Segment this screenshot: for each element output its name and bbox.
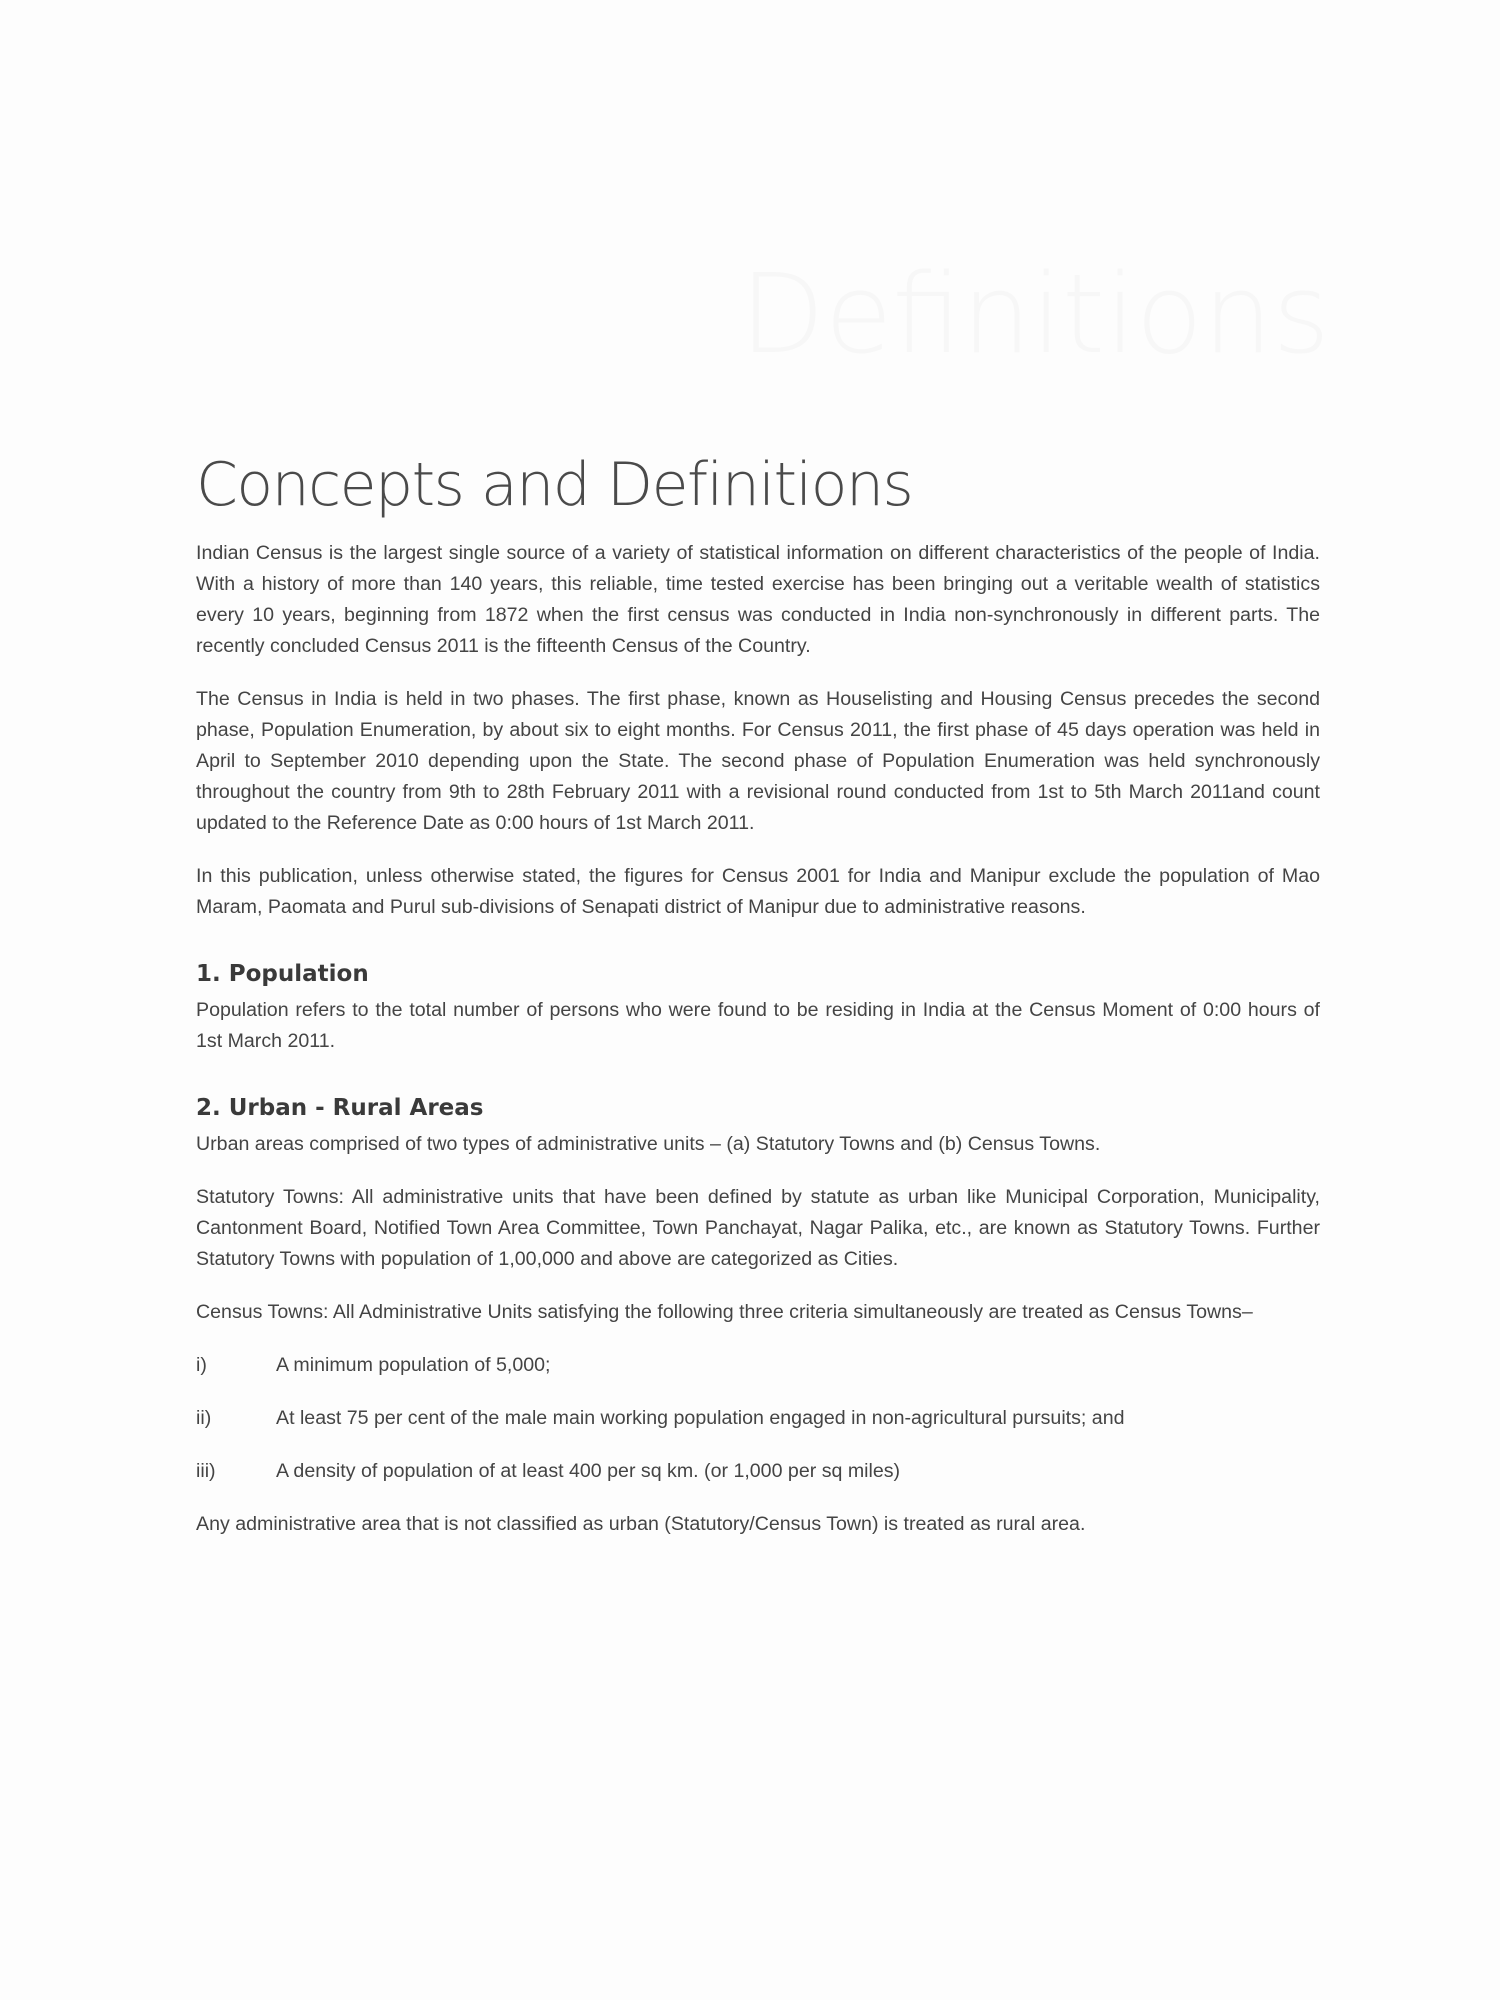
intro-paragraph-1: Indian Census is the largest single source of a variety of statistical information on different characteristics of the people of India. With a history of more than 140 years, this reliable, time tested exercise has been bringing out a veritable wealth of statistics every 10 years, beginning from 1872 when the first census was conducted in India non-synchronously in different parts. The recently concluded Census 2011 is the fifteenth Census of the Country. [196, 542, 1320, 657]
census-town-criteria-list [196, 1350, 1320, 1487]
list-item-number: i) [196, 1354, 207, 1376]
population-definition: Population refers to the total number of persons who were found to be residing in India at the Census Moment of 0:00 hours of 1st March 2011. [196, 999, 1320, 1052]
intro-paragraph-3: In this publication, unless otherwise stated, the figures for Census 2001 for India and Manipur exclude the population of Mao Maram, Paomata and Purul sub-divisions of Senapati district of Manipur due to administrative reasons. [196, 865, 1320, 918]
document-content [196, 452, 1320, 1562]
watermark-background: Definitions [740, 250, 1330, 378]
page-title: Concepts and Definitions [196, 450, 913, 520]
list-item [196, 1456, 1320, 1487]
list-item [196, 1403, 1320, 1434]
list-item-text: A minimum population of 5,000; [276, 1354, 551, 1376]
list-item-number: ii) [196, 1407, 212, 1429]
rural-area-definition: Any administrative area that is not classified as urban (Statutory/Census Town) is treated as rural area. [196, 1513, 1086, 1535]
list-item-text: A density of population of at least 400 per sq km. (or 1,000 per sq miles) [276, 1460, 901, 1482]
list-item [196, 1350, 1320, 1381]
urban-areas-intro: Urban areas comprised of two types of administrative units – (a) Statutory Towns and (b) Census Towns. [196, 1133, 1101, 1155]
census-towns-definition: Census Towns: All Administrative Units satisfying the following three criteria simultaneously are treated as Census Towns– [196, 1301, 1253, 1323]
list-item-text: At least 75 per cent of the male main working population engaged in non-agricultural pursuits; and [276, 1407, 1125, 1429]
section-heading-population: 1. Population [196, 961, 369, 987]
section-heading-urban-rural: 2. Urban - Rural Areas [196, 1095, 484, 1121]
statutory-towns-definition: Statutory Towns: All administrative units that have been defined by statute as urban like Municipal Corporation, Municipality, Cantonment Board, Notified Town Area Committee, Town Panchayat, Nagar Palika, etc., are known as Statutory Towns. Further Statutory Towns with population of 1,00,000 and above are categorized as Cities. [196, 1186, 1320, 1270]
list-item-number: iii) [196, 1460, 216, 1482]
intro-paragraph-2: The Census in India is held in two phases. The first phase, known as Houselisting and Housing Census precedes the second phase, Population Enumeration, by about six to eight months. For Census 2011, the first phase of 45 days operation was held in April to September 2010 depending upon the State. The second phase of Population Enumeration was held synchronously throughout the country from 9th to 28th February 2011 with a revisional round conducted from 1st to 5th March 2011and count updated to the Reference Date as 0:00 hours of 1st March 2011. [196, 688, 1320, 834]
